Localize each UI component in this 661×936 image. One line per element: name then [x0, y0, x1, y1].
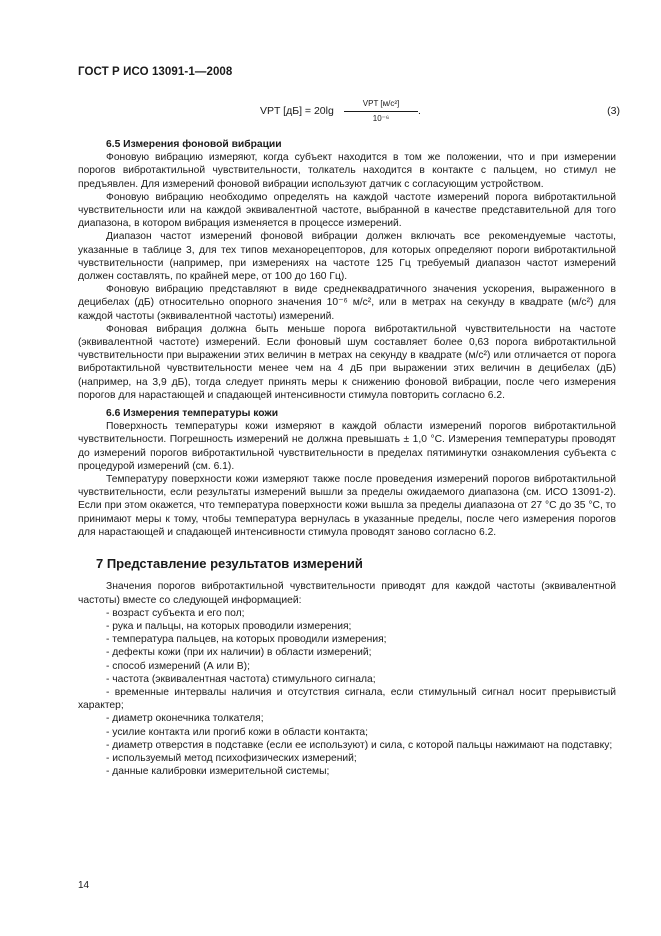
list-item: - диаметр оконечника толкателя; [106, 713, 264, 725]
paragraph: Фоновую вибрацию необходимо определять на каждой частоте измерений порога вибротактильной чувствительности или на каждой эквивалентной частоте, выбранной в качестве представительной для того диапазона, в котором вибрация изменяется в процессе измерений. [78, 191, 616, 230]
paragraph: Значения порогов вибротактильной чувствительности приводят для каждой частоты (эквивалентной частоты) вместе со следующей информацией: [78, 581, 616, 606]
section-6-5-heading: 6.5 Измерения фоновой вибрации [106, 139, 282, 150]
formula-dot: . [418, 105, 421, 117]
formula-numerator: VPT [м/с²] [362, 99, 400, 108]
page-number: 14 [78, 880, 90, 891]
list-item: - данные калибровки измерительной системы; [106, 766, 330, 778]
section-6-6-heading: 6.6 Измерения температуры кожи [106, 408, 279, 420]
formula-fraction [344, 98, 418, 124]
list-item: - частота (эквивалентная частота) стимульного сигнала; [106, 673, 376, 685]
list-item: - временные интервалы наличия и отсутствия сигнала, если стимульный сигнал носит прерывистый характер; [78, 686, 616, 712]
fraction-bar [344, 111, 418, 112]
document-header: ГОСТ Р ИСО 13091-1—2008 [78, 66, 233, 78]
paragraph: Диапазон частот измерений фоновой вибрации должен включать все рекомендуемые частоты, указанные в таблице 3, для тех типов механорецепторов, для которых определяют пороги вибротактильной чувствительности (например, при измерениях на частоте 125 Гц требуемый диапазон частот измерений должен составлять, по крайней мере, от 100 до 160 Гц). [78, 231, 616, 283]
paragraph: Фоновую вибрацию представляют в виде среднеквадратичного значения ускорения, выраженного в децибелах (дБ) относительно опорного значения 10⁻⁶ м/с², или в метрах на секунду в квадрате (м/с²) для каждой частоты (эквивалентной частоты) измерений. [78, 284, 616, 322]
list-item: - температура пальцев, на которых проводили измерения; [106, 634, 387, 646]
formula-denominator: 10⁻⁶ [372, 114, 390, 123]
list-item: - усилие контакта или прогиб кожи в области контакта; [106, 726, 369, 738]
list-item: - рука и пальцы, на которых проводили измерения; [106, 620, 352, 632]
paragraph: Поверхность температуры кожи измеряют в каждой области измерений порогов вибротактильной чувствительности. Погрешность измерений не должна превышать ± 1,0 °С. Измерения температуры проводят до измерений порогов вибротактильной чувствительности в пределах пятиминутки ознакомления субъекта с процедурой измерений (см. 6.1). [78, 421, 616, 472]
list-item: - возраст субъекта и его пол; [106, 607, 245, 619]
formula-number: (3) [607, 105, 620, 117]
formula-3 [260, 98, 620, 138]
section-7-heading: 7 Представление результатов измерений [96, 556, 363, 572]
list-item: - диаметр отверстия в подставке (если ее используют) и сила, с которой пальцы нажимают на подставку; [106, 739, 613, 751]
paragraph: Фоновая вибрация должна быть меньше порога вибротактильной чувствительности на частоте (эквивалентной частоте) измерений. Если фоновый шум составляет более 0,63 порога вибротактильной чувствительности при выражении этих величин в метрах на секунду в квадрате (м/с²) или отличается от порога вибротактильной чувствительности менее чем на 4 дБ при выражении этих величин в децибелах (дБ) (например, на 3,9 дБ), тогда следует принять меры к снижению фоновой вибрации, после чего измерения порогов для нарастающей и спадающей интенсивности стимула повторить согласно 6.2. [78, 323, 616, 401]
list-item: - дефекты кожи (при их наличии) в области измерений; [106, 647, 372, 659]
list-item: - используемый метод психофизических измерений; [106, 752, 357, 764]
paragraph: Фоновую вибрацию измеряют, когда субъект находится в том же положении, что и при измерении порогов вибротактильной чувствительности, толкатель находится в контакте с пальцем, но стимул не предъявлен. Для измерений фоновой вибрации используют датчик с согласующим устройством. [78, 152, 616, 190]
document-body [78, 138, 616, 778]
paragraph: Температуру поверхности кожи измеряют также после проведения измерений порогов вибротактильной чувствительности, если результаты измерений вышли за пределы ожидаемого диапазона (см. ИСО 13091-2). Если при этом окажется, что температура поверхности кожи вышла за пределы диапазона от 27 °С до 35 °С, то принимают меры к тому, чтобы температура вернулась в указанные пределы, после чего измерения порогов для нарастающей и спадающей интенсивности стимула проводят заново согласно 6.2. [78, 474, 616, 538]
list-item: - способ измерений (А или В); [106, 660, 250, 672]
formula-lhs: VPT [дБ] = 20lg [260, 105, 334, 117]
